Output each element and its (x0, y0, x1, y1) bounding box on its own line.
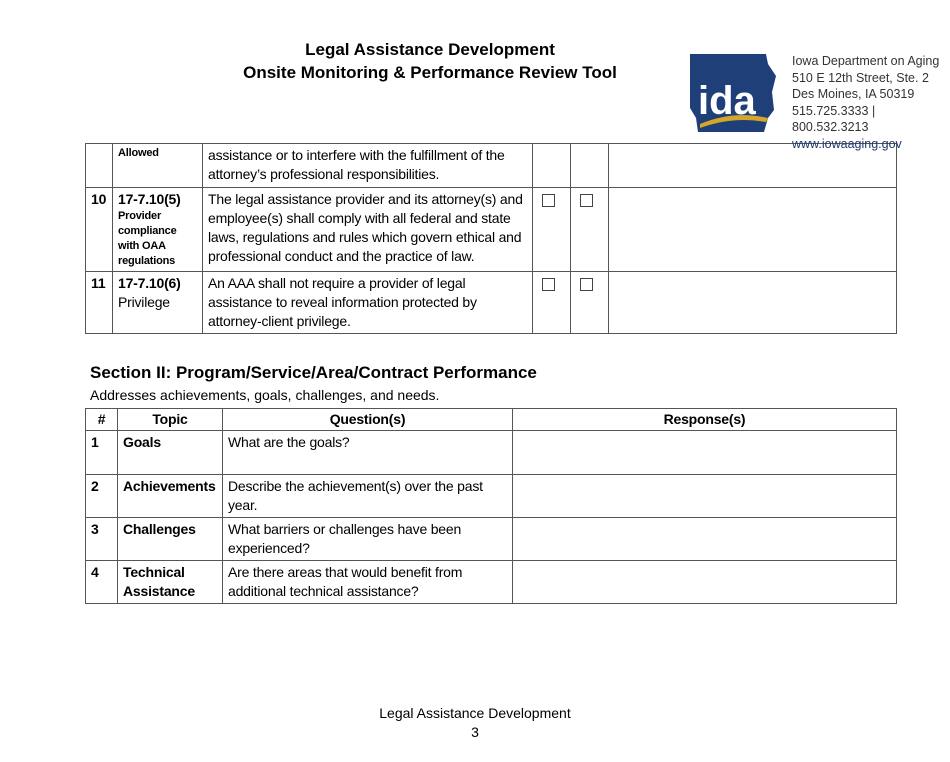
row-text: assistance or to interfere with the fulfillment of the attorney’s professional responsibilities. (203, 144, 533, 188)
table-header-row (86, 409, 897, 431)
header-question: Question(s) (223, 409, 513, 431)
row-topic: Challenges (118, 518, 223, 561)
row-label: Provider compliance with OAA regulations (118, 210, 177, 267)
header-topic: Topic (118, 409, 223, 431)
row-label: Allowed (118, 147, 159, 159)
yes-checkbox[interactable] (542, 278, 555, 291)
table-row (86, 431, 897, 475)
footer-text: Legal Assistance Development (379, 705, 571, 721)
row-question: What are the goals? (223, 431, 513, 475)
comment-cell[interactable] (609, 188, 897, 272)
row-number: 3 (86, 518, 118, 561)
no-checkbox[interactable] (580, 278, 593, 291)
org-city: Des Moines, IA 50319 (792, 87, 915, 101)
table-row (86, 188, 897, 272)
row-number: 2 (86, 475, 118, 518)
rule-code: 17-7.10(5) (118, 191, 181, 207)
rule-code: 17-7.10(6) (118, 275, 181, 291)
row-topic: Achievements (118, 475, 223, 518)
table-row (86, 561, 897, 604)
page-number: 3 (471, 724, 479, 740)
response-cell[interactable] (513, 561, 897, 604)
svg-text:ida: ida (698, 79, 756, 123)
table-row (86, 518, 897, 561)
org-phone: 515.725.3333 | 800.532.3213 (792, 103, 876, 134)
org-address (792, 53, 950, 152)
no-checkbox[interactable] (580, 194, 593, 207)
row-text: The legal assistance provider and its attorney(s) and employee(s) shall comply with all federal and state laws, regulations and rules which govern ethical and professional conduct and the practice of law. (203, 188, 533, 272)
page-footer (0, 704, 950, 762)
row-number: 4 (86, 561, 118, 604)
performance-table (85, 408, 897, 604)
compliance-table (85, 143, 897, 334)
row-number: 11 (86, 272, 113, 334)
response-cell[interactable] (513, 475, 897, 518)
row-code (113, 272, 203, 334)
row-code (113, 188, 203, 272)
ida-logo (688, 52, 778, 134)
row-number (86, 144, 113, 188)
row-text: An AAA shall not require a provider of legal assistance to reveal information protected by attorney-client privilege. (203, 272, 533, 334)
title-line-1: Legal Assistance Development (305, 40, 555, 59)
row-question: What barriers or challenges have been experienced? (223, 518, 513, 561)
document-title (210, 38, 650, 84)
response-cell[interactable] (513, 518, 897, 561)
comment-cell[interactable] (609, 272, 897, 334)
row-question: Describe the achievement(s) over the past year. (223, 475, 513, 518)
header-number: # (86, 409, 118, 431)
page-header (0, 0, 950, 151)
org-street: 510 E 12th Street, Ste. 2 (792, 70, 929, 85)
row-question: Are there areas that would benefit from additional technical assistance? (223, 561, 513, 604)
org-website-link[interactable]: www.iowaaging.gov (792, 136, 902, 151)
table-row (86, 475, 897, 518)
table-row (86, 272, 897, 334)
row-number: 10 (86, 188, 113, 272)
header-response: Response(s) (513, 409, 897, 431)
row-code (113, 144, 203, 188)
row-topic: Goals (118, 431, 223, 475)
yes-checkbox[interactable] (542, 194, 555, 207)
section-heading: Section II: Program/Service/Area/Contract Performance (90, 363, 537, 382)
row-topic: Technical Assistance (118, 561, 223, 604)
section-subtitle: Addresses achievements, goals, challenges, and needs. (90, 387, 440, 403)
table-row (86, 144, 897, 188)
response-cell[interactable] (513, 431, 897, 475)
row-number: 1 (86, 431, 118, 475)
title-line-2: Onsite Monitoring & Performance Review Tool (243, 63, 617, 82)
org-name: Iowa Department on Aging (792, 54, 940, 68)
row-label: Privilege (118, 294, 170, 310)
